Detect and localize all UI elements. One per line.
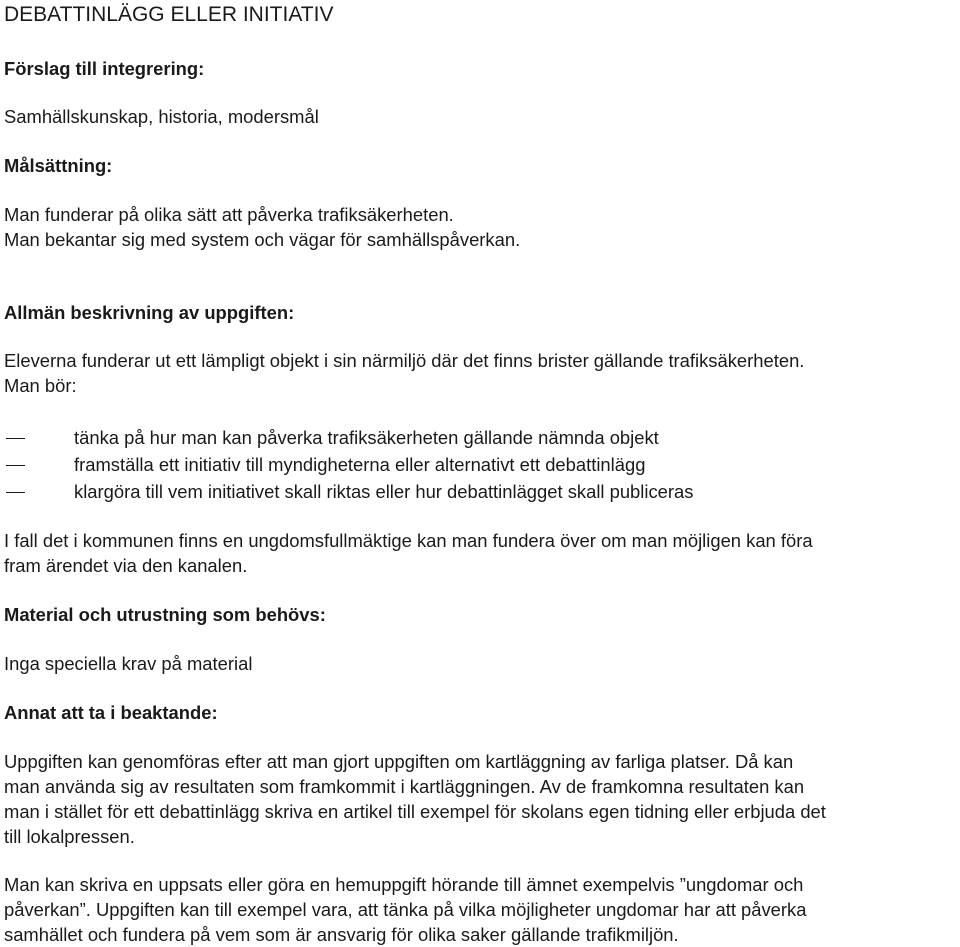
essay-line-2: påverkan”. Uppgiften kan till exempel vara, att tänka på vilka möjligheter ungdomar har att påverka: [4, 899, 807, 920]
goal-heading: Målsättning:: [4, 155, 113, 176]
notes-line-1: Uppgiften kan genomföras efter att man gjort uppgiften om kartläggning av farliga platser. Då kan: [4, 751, 794, 772]
material-heading: Material och utrustning som behövs:: [4, 604, 326, 625]
youth-council-line-1: I fall det i kommunen finns en ungdomsfullmäktige kan man fundera över om man möjligen kan föra: [4, 530, 813, 551]
integration-text: Samhällskunskap, historia, modersmål: [4, 106, 319, 127]
description-line-1: Eleverna funderar ut ett lämpligt objekt i sin närmiljö där det finns brister gällande trafiksäkerheten.: [4, 350, 805, 371]
description-line-2: Man bör:: [4, 375, 77, 396]
bullet-text: framställa ett initiativ till myndigheterna eller alternativt ett debattinlägg: [74, 454, 646, 475]
dash-bullet-icon: [6, 492, 25, 493]
essay-line-1: Man kan skriva en uppsats eller göra en hemuppgift hörande till ämnet exempelvis ”ungdomar och: [4, 874, 804, 895]
description-heading: Allmän beskrivning av uppgiften:: [4, 302, 295, 323]
bullet-text: klargöra till vem initiativet skall riktas eller hur debattinlägget skall publiceras: [74, 481, 694, 502]
notes-line-3: man i stället för ett debattinlägg skriva en artikel till exempel för skolans egen tidning eller erbjuda det: [4, 801, 826, 822]
essay-line-3: samhället och fundera på vem som är ansvarig för olika saker gällande trafikmiljön.: [4, 924, 679, 945]
youth-council-line-2: fram ärendet via den kanalen.: [4, 555, 248, 576]
integration-heading: Förslag till integrering:: [4, 58, 205, 79]
document-title: DEBATTINLÄGG ELLER INITIATIV: [4, 3, 334, 26]
notes-heading: Annat att ta i beaktande:: [4, 702, 218, 723]
dash-bullet-icon: [6, 465, 25, 466]
notes-line-2: man använda sig av resultaten som framkommit i kartläggningen. Av de framkomna resultaten kan: [4, 776, 805, 797]
notes-line-4: till lokalpressen.: [4, 826, 135, 847]
bullet-text: tänka på hur man kan påverka trafiksäkerheten gällande nämnda objekt: [74, 427, 659, 448]
dash-bullet-icon: [6, 438, 25, 439]
material-text: Inga speciella krav på material: [4, 653, 253, 674]
goal-line-1: Man funderar på olika sätt att påverka trafiksäkerheten.: [4, 204, 454, 225]
goal-line-2: Man bekantar sig med system och vägar för samhällspåverkan.: [4, 229, 521, 250]
